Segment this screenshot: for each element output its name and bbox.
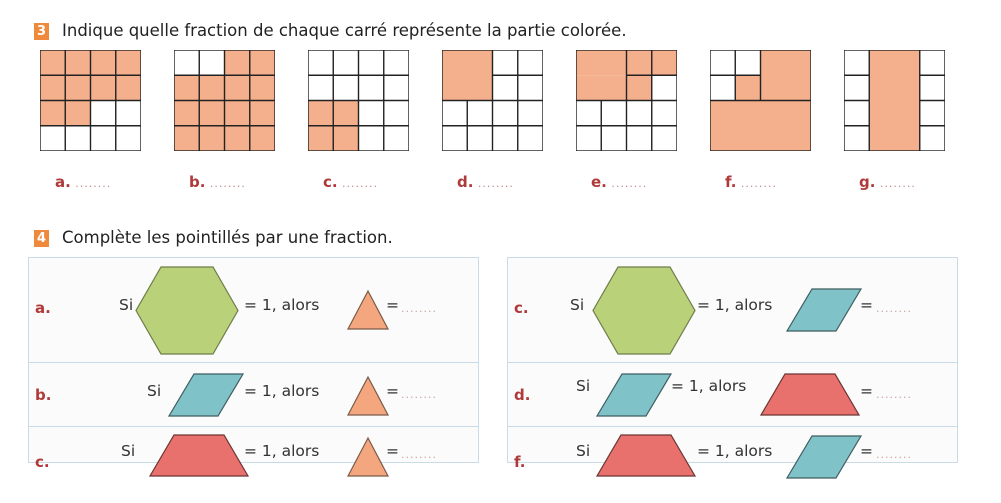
row-letter: c. [514, 299, 529, 317]
triangle-icon [347, 376, 389, 416]
answer-blank[interactable]: ........ [209, 177, 246, 190]
row-a [29, 258, 478, 363]
row-d [508, 363, 957, 427]
rhombus-icon [596, 373, 672, 417]
equals-text: = [860, 296, 873, 314]
answer-blank[interactable]: ........ [876, 302, 912, 315]
equals-text: = [860, 442, 873, 460]
trapezoid-icon [149, 434, 249, 477]
equals-text: = [386, 296, 399, 314]
exercise-3-number: 3 [34, 23, 49, 40]
triangle-icon [347, 437, 389, 477]
exercise-3-instruction: Indique quelle fraction de chaque carré représente la partie colorée. [62, 21, 627, 40]
answer-blank[interactable]: ........ [342, 177, 379, 190]
equals-one-text: = 1, alors [244, 442, 320, 460]
item-letter: e. [591, 173, 607, 191]
equals-text: = [386, 442, 399, 460]
row-c [29, 427, 478, 471]
fraction-square-g [844, 50, 945, 151]
fraction-square-a [40, 50, 141, 151]
row-f [508, 427, 957, 471]
equals-one-text: = 1, alors [244, 296, 320, 314]
fraction-square-c [308, 50, 409, 151]
exercise-4-instruction: Complète les pointillés par une fraction. [62, 228, 393, 247]
row-c-right [508, 258, 957, 363]
answer-blank[interactable]: ........ [876, 448, 912, 461]
item-letter: a. [55, 173, 71, 191]
equals-one-text: = 1, alors [697, 296, 773, 314]
fraction-square-b [174, 50, 275, 151]
equals-text: = [386, 382, 399, 400]
row-letter: c. [35, 453, 50, 471]
equals-one-text: = 1, alors [671, 377, 747, 395]
si-text: Si [570, 296, 585, 314]
answer-label-c [323, 173, 378, 191]
si-text: Si [576, 442, 591, 460]
trapezoid-icon [596, 434, 696, 477]
hexagon-icon [592, 266, 696, 355]
answer-label-a [55, 173, 111, 191]
exercise-4-number: 4 [34, 230, 49, 247]
trapezoid-icon [760, 373, 860, 416]
answer-blank[interactable]: ........ [401, 448, 437, 461]
row-letter: a. [35, 299, 51, 317]
answer-blank[interactable]: ........ [740, 177, 777, 190]
row-letter: b. [35, 386, 52, 404]
answer-label-b [189, 173, 246, 191]
answer-blank[interactable]: ........ [876, 388, 912, 401]
si-text: Si [576, 377, 591, 395]
rhombus-icon [786, 435, 862, 479]
si-text: Si [119, 296, 134, 314]
answer-blank[interactable]: ........ [401, 388, 437, 401]
rhombus-icon [168, 373, 244, 417]
row-b [29, 363, 478, 427]
item-letter: g. [859, 173, 876, 191]
row-letter: d. [514, 386, 531, 404]
hexagon-icon [135, 266, 239, 355]
si-text: Si [121, 442, 136, 460]
item-letter: f. [725, 173, 737, 191]
row-letter: f. [514, 453, 526, 471]
item-letter: b. [189, 173, 206, 191]
item-letter: d. [457, 173, 474, 191]
rhombus-icon [786, 288, 862, 332]
fraction-square-f [710, 50, 811, 151]
fraction-square-d [442, 50, 543, 151]
equals-one-text: = 1, alors [697, 442, 773, 460]
answer-blank[interactable]: ........ [401, 302, 437, 315]
exercise-4-right-panel [507, 257, 958, 471]
answer-blank[interactable]: ........ [879, 177, 916, 190]
answer-blank[interactable]: ........ [477, 177, 514, 190]
si-text: Si [147, 382, 162, 400]
triangle-icon [347, 290, 389, 330]
equals-text: = [860, 382, 873, 400]
answer-label-d [457, 173, 514, 191]
fraction-square-e [576, 50, 677, 151]
answer-label-e [591, 173, 647, 191]
item-letter: c. [323, 173, 338, 191]
answer-label-f [725, 173, 777, 191]
exercise-4-left-panel [28, 257, 479, 471]
answer-blank[interactable]: ........ [611, 177, 648, 190]
answer-label-g [859, 173, 916, 191]
equals-one-text: = 1, alors [244, 382, 320, 400]
answer-blank[interactable]: ........ [75, 177, 112, 190]
